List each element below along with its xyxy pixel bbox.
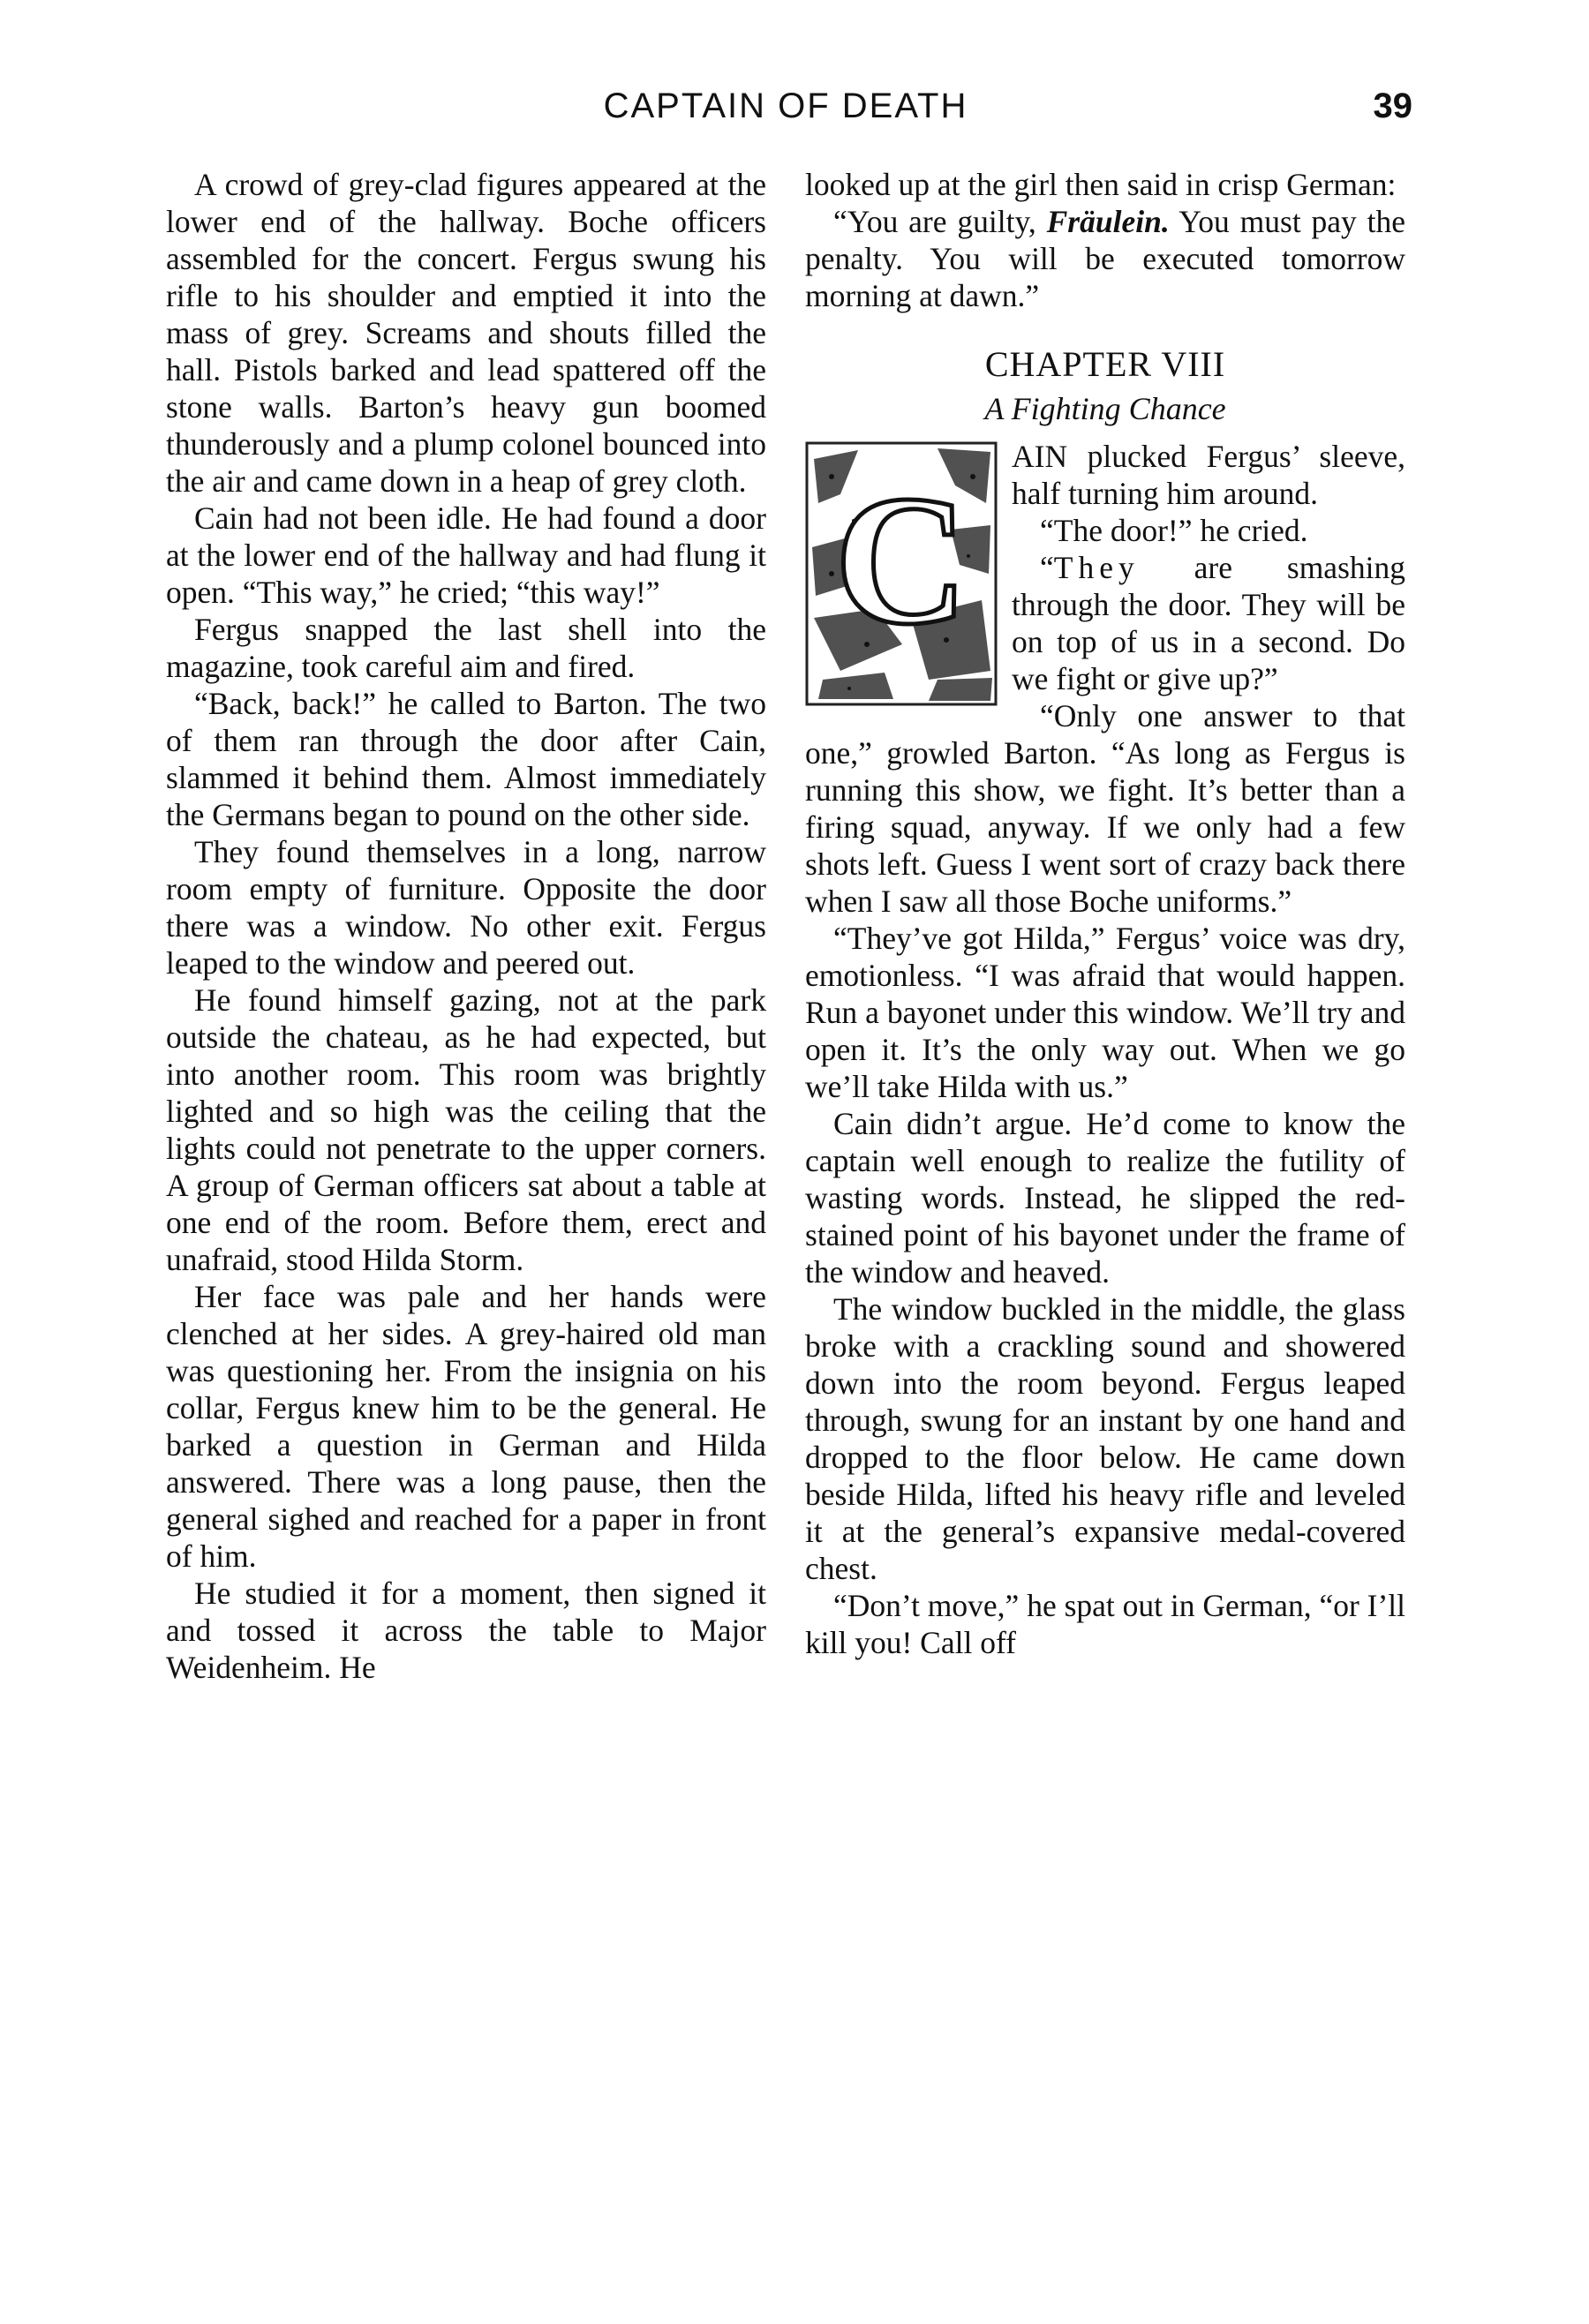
paragraph: They found themselves in a long, narrow room empty of furniture. Opposite the door there was a window. No other exit. Fergus leaped to the window and peered out. [166, 834, 766, 981]
paragraph: The window buckled in the middle, the glass broke with a crackling sound and showered down into the room beyond. Fergus leaped through, swung for an instant by one hand and dropped to the floor below. He came down beside Hilda, lifted his heavy rifle and leveled it at the general’s expansive medal-covered chest. [805, 1291, 1405, 1586]
left-column [166, 166, 766, 1686]
page-number: 39 [1373, 86, 1412, 125]
paragraph: He studied it for a moment, then signed it and tossed it across the table to Major Weidenheim. He [166, 1576, 766, 1685]
paragraph [805, 203, 1405, 314]
paragraph: Cain didn’t argue. He’d come to know the captain well enough to realize the futility of wasting words. Instead, he slipped the red-stained point of his bayonet under the frame of the window and heaved. [805, 1106, 1405, 1290]
paragraph: “They’ve got Hilda,” Fergus’ voice was dry, emotionless. “I was afraid that would happen. Run a bayonet under this window. We’ll try and open it. It’s the only way out. When we go we’ll take Hilda with us.” [805, 921, 1405, 1104]
italic-word: Fräulein. [1046, 204, 1170, 239]
drop-cap-letter: C [834, 458, 968, 663]
text-span: “You are guilty, [833, 204, 1047, 239]
paragraph: Her face was pale and her hands were clenched at her sides. A grey-haired old man was questioning her. From the insignia on his collar, Fergus knew him to be the general. He barked a question in German and Hilda answered. There was a long pause, then the general sighed and reached for a paper in front of him. [166, 1279, 766, 1574]
paragraph: Fergus snapped the last shell into the magazine, took careful aim and fired. [166, 612, 766, 684]
ornamental-drop-cap [805, 441, 998, 706]
right-column [805, 166, 1405, 1661]
running-title: CAPTAIN OF DEATH [603, 86, 968, 125]
paragraph: He found himself gazing, not at the park outside the chateau, as he had expected, but into another room. This room was brightly lighted and so high was the ceiling that the lights could not penetrate to the upper corners. A group of German officers sat about a table at one end of the room. Before them, erect and unafraid, stood Hilda Storm. [166, 982, 766, 1277]
drop-cap-illustration [805, 441, 998, 706]
paragraph: “The door!” he cried. [1040, 513, 1308, 548]
paragraph: “Only one answer to that one,” growled Barton. “As long as Fergus is running this show, we fight. It’s better than a firing squad, anyway. If we only had a few shots left. Guess I went sort of crazy back there when I saw all those Boche uniforms.” [805, 698, 1405, 919]
text-span: “ [1040, 550, 1054, 585]
chapter-subtitle: A Fighting Chance [984, 391, 1226, 426]
spaced-word: They [1053, 550, 1140, 585]
paragraph: AIN plucked Fergus’ sleeve, half turning him around. [1012, 439, 1405, 511]
chapter-heading: CHAPTER VIII [984, 344, 1226, 384]
paragraph: looked up at the girl then said in crisp German: [805, 167, 1397, 202]
text-span: You must pay the penalty. You will be executed tomorrow morning at dawn.” [805, 204, 1405, 313]
paragraph: “Back, back!” he called to Barton. The two of them ran through the door after Cain, slammed it behind them. Almost immediately the Germans began to pound on the other side. [166, 686, 766, 832]
text-span: are smashing through the door. They will be on top of us in a second. Do we fight or give up?” [1012, 550, 1405, 696]
paragraph: Cain had not been idle. He had found a door at the lower end of the hallway and had flung it open. “This way,” he cried; “this way!” [166, 500, 766, 610]
page-header [159, 86, 1412, 139]
paragraph: A crowd of grey-clad figures appeared at the lower end of the hallway. Boche officers assembled for the concert. Fergus swung his rifle to his shoulder and emptied it into the mass of grey. Screams and shouts filled the hall. Pistols barked and lead spattered off the stone walls. Barton’s heavy gun boomed thunderously and a plump colonel bounced into the air and came down in a heap of grey cloth. [166, 167, 766, 499]
paragraph: “Don’t move,” he spat out in German, “or I’ll kill you! Call off [805, 1588, 1406, 1660]
